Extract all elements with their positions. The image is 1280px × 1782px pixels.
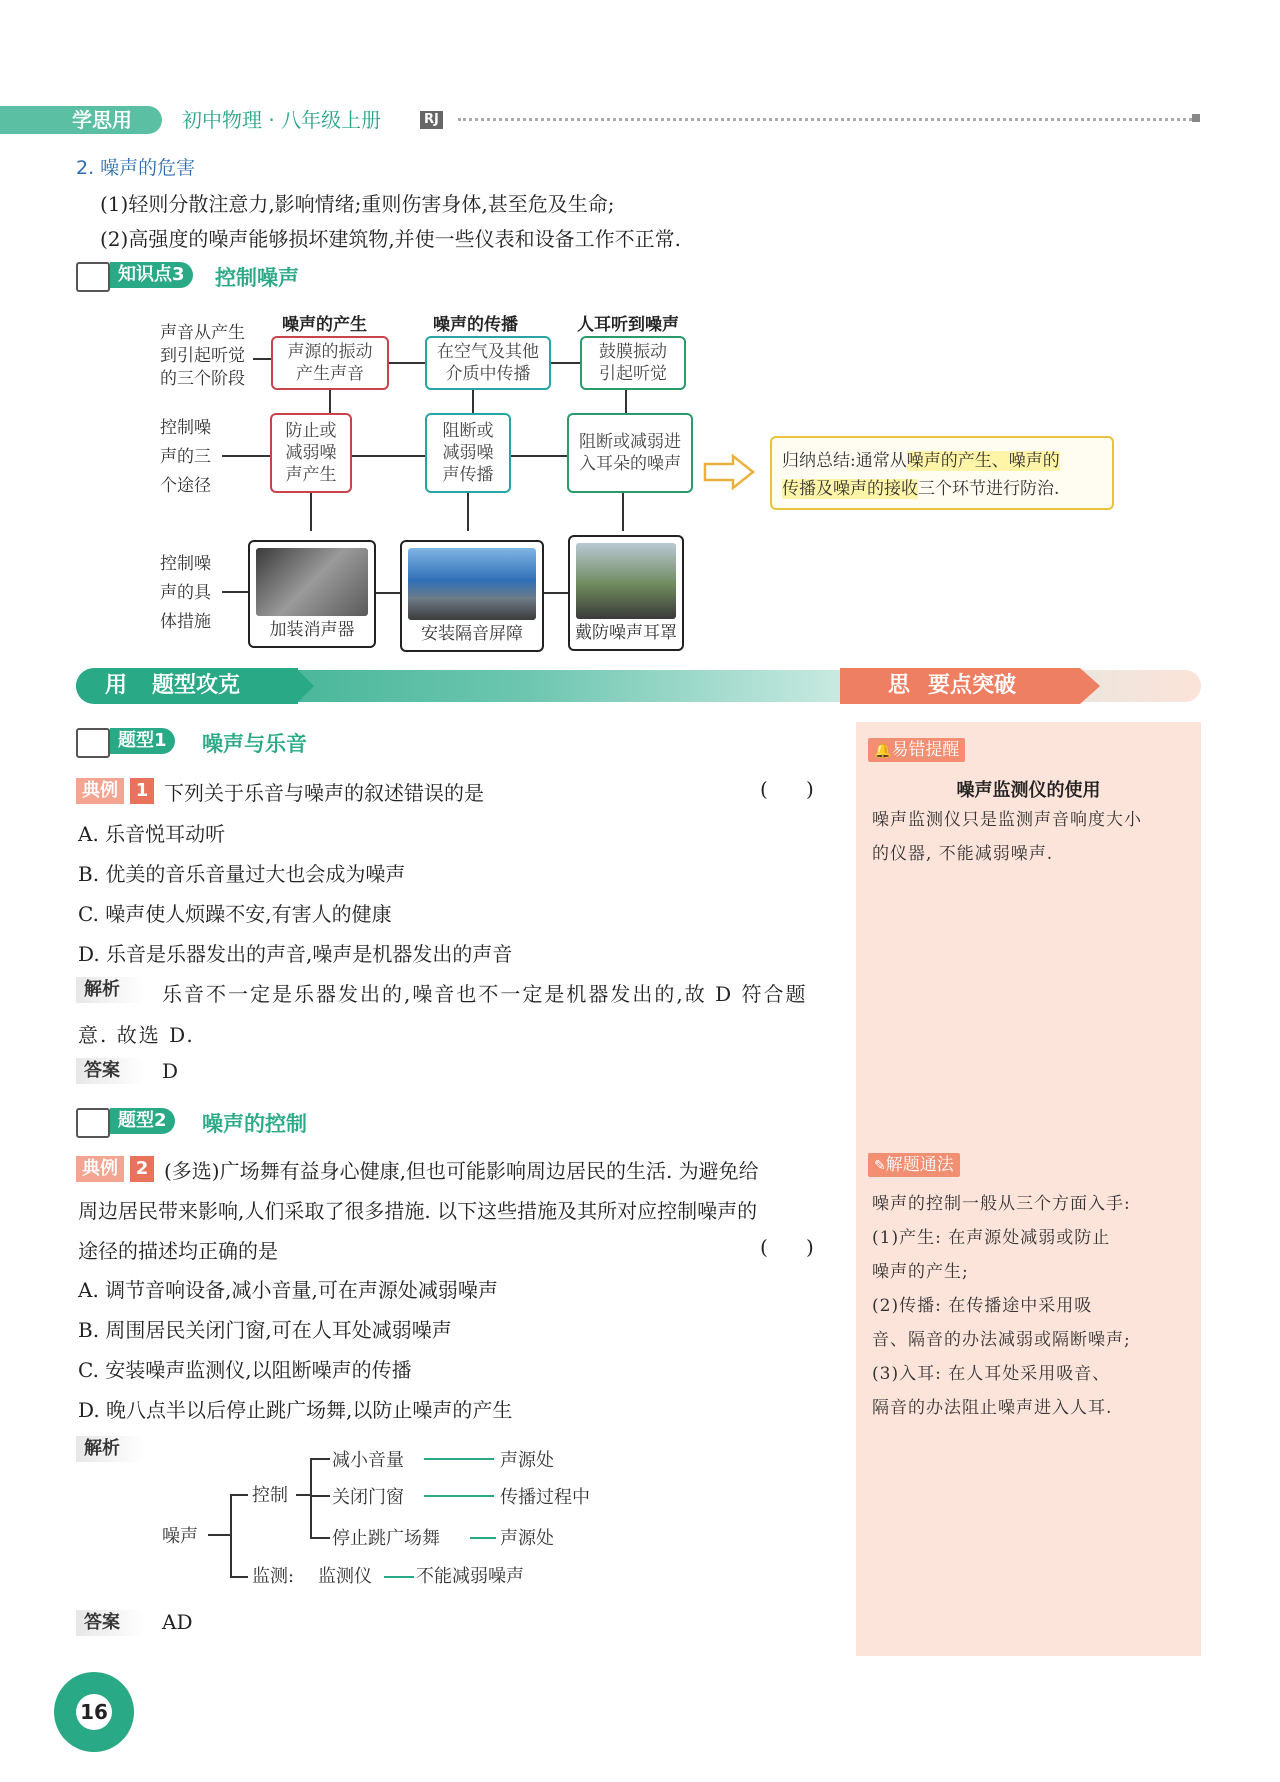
tree-branch xyxy=(208,1534,230,1536)
method-body: 噪声的控制一般从三个方面入手: (1)产生: 在声源处减弱或防止 噪声的产生; (2)传播: 在传播途中采用吸 音、隔音的办法减弱或隔断噪声; (3)入耳: 在人耳处采用吸音、 隔音的办法阻止噪声进入人耳. xyxy=(872,1194,1131,1418)
connector xyxy=(389,362,425,364)
section-left-icon: 用 xyxy=(104,673,127,698)
chevron-right-icon xyxy=(296,668,314,704)
right-arrow-icon xyxy=(703,454,755,490)
down-arrow xyxy=(622,493,624,531)
tree-branch xyxy=(310,1458,330,1460)
section-left-label: 用 题型攻克 xyxy=(76,668,298,704)
arrow-right xyxy=(470,1537,496,1539)
tree-monitor: 监测: xyxy=(252,1566,295,1587)
tree-monitor-result: 不能减弱噪声 xyxy=(416,1566,524,1587)
stage-box-propagation: 在空气及其他 介质中传播 xyxy=(425,336,551,390)
tree-result-2: 传播过程中 xyxy=(500,1487,590,1508)
connector xyxy=(352,455,425,457)
tree-item-windows: 关闭门窗 xyxy=(332,1487,404,1508)
tree-item-volume: 减小音量 xyxy=(332,1450,404,1471)
option-c: C. 噪声使人烦躁不安,有害人的健康 xyxy=(78,902,392,926)
tree-control: 控制 xyxy=(252,1485,288,1506)
page-number: 16 xyxy=(76,1694,112,1730)
connector xyxy=(511,455,567,457)
knowledge-point-tag: 知识点3 xyxy=(110,262,193,288)
tree-branch xyxy=(310,1537,330,1539)
method-tag: ✎解题通法 xyxy=(868,1153,960,1177)
barrier-caption: 安装隔音屏障 xyxy=(421,624,523,644)
hazard-item-2: (2)高强度的噪声能够损坏建筑物,并使一些仪表和设备工作不正常. xyxy=(100,227,682,251)
option-b: B. 优美的音乐音量过大也会成为噪声 xyxy=(78,862,406,886)
option-a: A. 乐音悦耳动听 xyxy=(78,822,226,846)
brand-label: 学思用 xyxy=(72,108,132,132)
stage-box-production: 声源的振动 产生声音 xyxy=(271,336,389,390)
connector xyxy=(544,592,568,594)
arrow-right xyxy=(424,1495,494,1497)
analysis-text: 乐音不一定是乐器发出的,噪音也不一定是机器发出的,故 D 符合题 xyxy=(162,982,808,1006)
book-title: 初中物理 · 八年级上册 xyxy=(182,108,382,132)
example-number: 2 xyxy=(130,1156,154,1182)
analysis-tag: 解析 xyxy=(76,977,144,1003)
earmuff-photo xyxy=(568,535,684,651)
down-arrow xyxy=(625,390,627,414)
mistake-tip-body: 噪声监测仪只是监测声音响度大小 的仪器, 不能减弱噪声. xyxy=(872,810,1142,864)
example-question-line-2: 周边居民带来影响,人们采取了很多措施. 以下这些措施及其所对应控制噪声的 xyxy=(78,1199,758,1223)
answer-tag: 答案 xyxy=(76,1610,144,1636)
column-header-propagation: 噪声的传播 xyxy=(433,315,518,335)
stage-box-hearing: 鼓膜振动 引起听觉 xyxy=(580,336,686,390)
section-right-label: 思 要点突破 xyxy=(840,668,1080,704)
example-question-line-3: 途径的描述均正确的是 xyxy=(78,1239,278,1263)
column-header-production: 噪声的产生 xyxy=(282,315,367,335)
mistake-tip-tag: 🔔易错提醒 xyxy=(868,738,965,762)
example-number: 1 xyxy=(130,778,154,804)
down-arrow xyxy=(310,493,312,531)
arrow-right xyxy=(384,1576,414,1578)
question-type-tag: 题型2 xyxy=(110,1108,175,1134)
tree-branch xyxy=(310,1495,330,1497)
notebook-icon xyxy=(76,728,110,758)
answer-value: AD xyxy=(162,1610,193,1634)
muffler-caption: 加装消声器 xyxy=(269,620,355,640)
tree-branch xyxy=(230,1494,232,1576)
question-type-tag: 题型1 xyxy=(110,728,175,754)
mistake-tip-title: 噪声监测仪的使用 xyxy=(956,780,1101,801)
muffler-photo xyxy=(248,540,376,648)
hazard-item-1: (1)轻则分散注意力,影响情绪;重则伤害身体,甚至危及生命; xyxy=(100,192,615,216)
option-d: D. 乐音是乐器发出的声音,噪声是机器发出的声音 xyxy=(78,942,513,966)
option-b: B. 周围居民关闭门窗,可在人耳处减弱噪声 xyxy=(78,1318,452,1342)
summary-box: 归纳总结:通常从噪声的产生、噪声的 传播及噪声的接收三个环节进行防治. xyxy=(770,436,1114,510)
pen-icon: ✎ xyxy=(874,1158,886,1174)
option-a: A. 调节音响设备,减小音量,可在声源处减弱噪声 xyxy=(78,1278,498,1302)
edition-badge: RJ xyxy=(420,111,443,129)
tree-branch xyxy=(230,1576,248,1578)
tree-branch xyxy=(310,1458,312,1538)
down-arrow xyxy=(467,493,469,531)
bell-icon: 🔔 xyxy=(874,743,892,759)
connector xyxy=(222,591,248,593)
question-type-title: 噪声的控制 xyxy=(202,1112,307,1136)
tree-item-stop-dance: 停止跳广场舞 xyxy=(332,1528,440,1549)
tree-branch xyxy=(296,1494,310,1496)
answer-value: D xyxy=(162,1059,179,1083)
knowledge-point-title: 控制噪声 xyxy=(215,266,299,290)
example-tag: 典例 xyxy=(76,778,124,804)
question-type-title: 噪声与乐音 xyxy=(202,732,307,756)
down-arrow xyxy=(472,390,474,414)
row-label-stages: 声音从产生 到引起听觉 的三个阶段 xyxy=(160,323,245,389)
down-arrow xyxy=(329,390,331,414)
connector xyxy=(253,358,271,360)
header-divider xyxy=(458,118,1198,121)
notebook-icon xyxy=(76,262,110,292)
way-box-path: 阻断或 减弱噪 声传播 xyxy=(425,413,511,493)
tree-result-3: 声源处 xyxy=(500,1528,554,1549)
analysis-tag: 解析 xyxy=(76,1436,144,1462)
connector xyxy=(551,362,580,364)
example-tag: 典例 xyxy=(76,1156,124,1182)
arrow-right xyxy=(424,1458,494,1460)
column-header-hearing: 人耳听到噪声 xyxy=(577,315,679,335)
row-label-ways: 控制噪 声的三 个途径 xyxy=(160,418,211,496)
row-label-measures: 控制噪 声的具 体措施 xyxy=(160,554,211,632)
analysis-text-2: 意. 故选 D. xyxy=(78,1023,195,1047)
tree-result-1: 声源处 xyxy=(500,1450,554,1471)
option-d: D. 晚八点半以后停止跳广场舞,以防止噪声的产生 xyxy=(78,1398,513,1422)
option-c: C. 安装噪声监测仪,以阻断噪声的传播 xyxy=(78,1358,412,1382)
answer-blank: ( ) xyxy=(760,777,814,801)
connector xyxy=(222,455,270,457)
section-right-icon: 思 xyxy=(887,673,910,698)
tree-monitor-item: 监测仪 xyxy=(318,1566,372,1587)
notebook-icon xyxy=(76,1108,110,1138)
header-end-mark xyxy=(1192,114,1200,122)
section-heading: 2. 噪声的危害 xyxy=(76,157,196,179)
connector xyxy=(376,592,400,594)
tree-root: 噪声 xyxy=(162,1526,198,1547)
barrier-photo xyxy=(400,540,544,652)
way-box-source: 防止或 减弱噪 声产生 xyxy=(270,413,352,493)
example-question-line-1: (多选)广场舞有益身心健康,但也可能影响周边居民的生活. 为避免给 xyxy=(164,1159,759,1183)
way-box-ear: 阻断或减弱进 入耳朵的噪声 xyxy=(567,413,693,493)
example-question: 下列关于乐音与噪声的叙述错误的是 xyxy=(164,781,484,805)
answer-tag: 答案 xyxy=(76,1058,144,1084)
tree-branch xyxy=(230,1494,248,1496)
answer-blank: ( ) xyxy=(760,1235,814,1259)
chevron-right-icon xyxy=(1080,668,1100,704)
earmuff-caption: 戴防噪声耳罩 xyxy=(575,623,677,643)
